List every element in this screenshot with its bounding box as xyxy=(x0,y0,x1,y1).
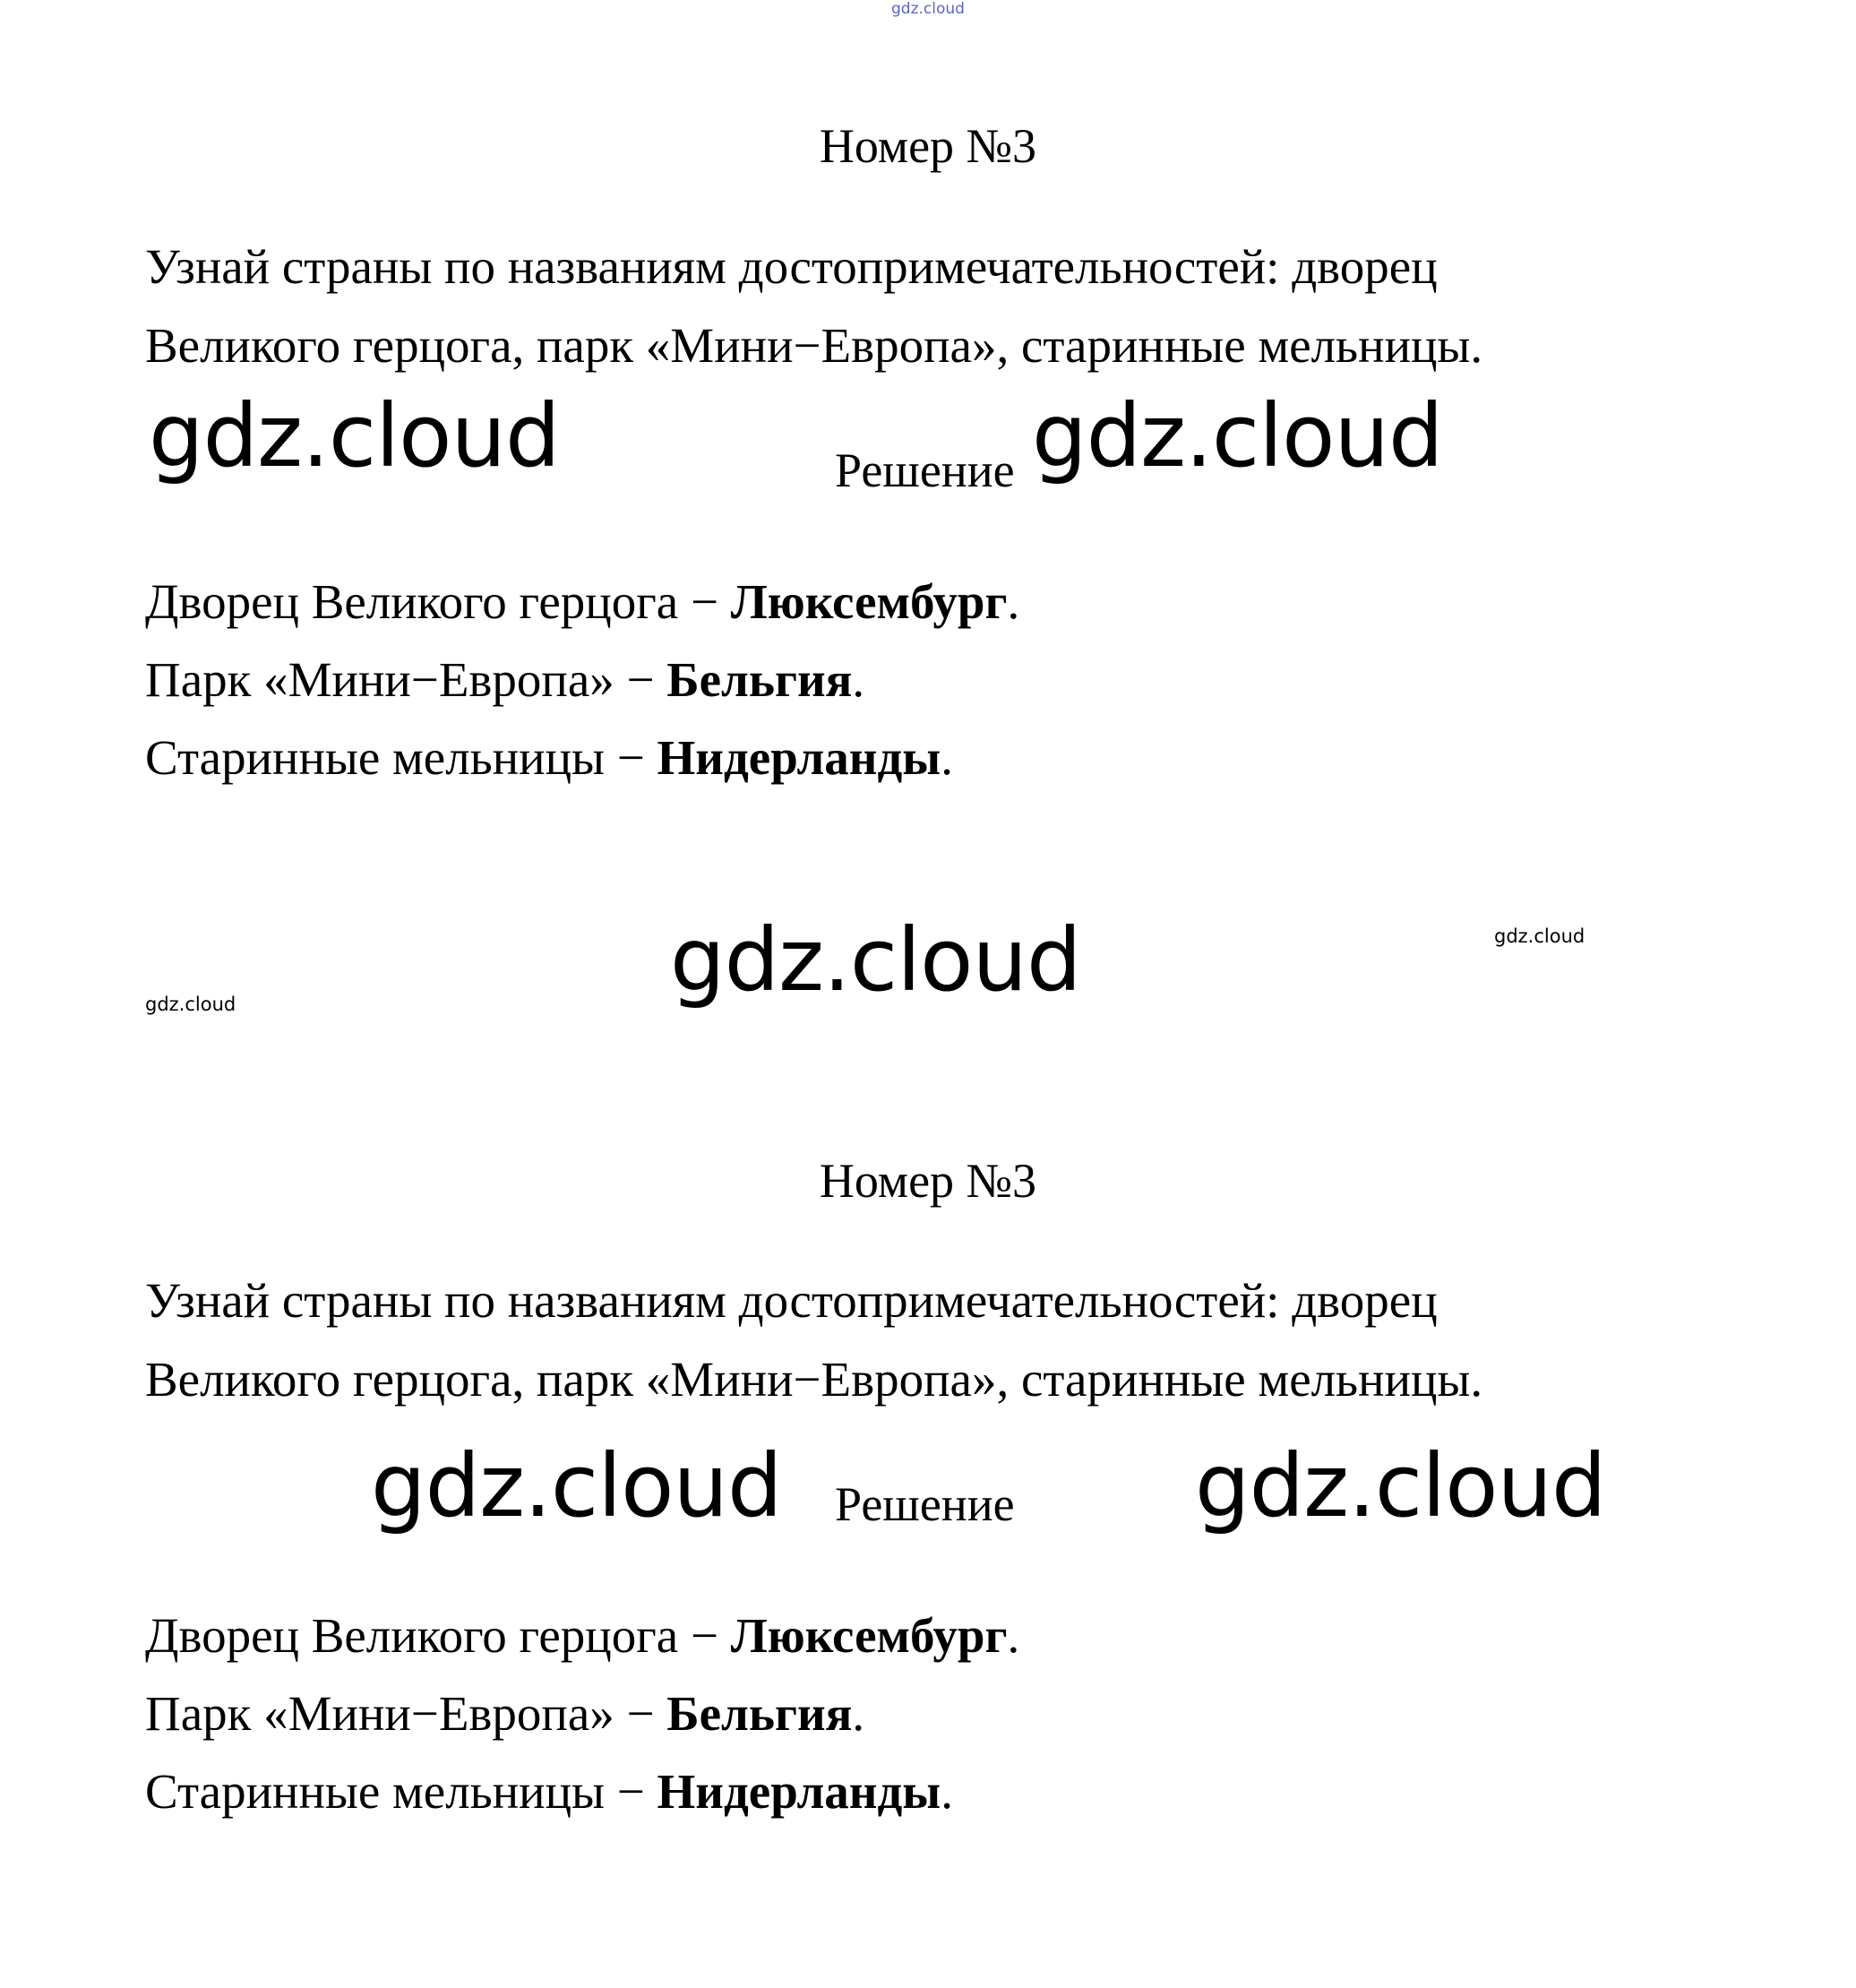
page-title: Номер №3 xyxy=(819,1154,1037,1208)
answer-prefix: Старинные мельницы − xyxy=(145,730,657,785)
question-line: Узнай страны по названиям достопримечательностей: дворец xyxy=(145,239,1438,294)
answer-suffix: . xyxy=(1007,574,1020,629)
watermark: gdz.cloud xyxy=(670,909,1081,1011)
answer-suffix: . xyxy=(941,1764,953,1819)
answer-line xyxy=(145,651,864,708)
answer-line xyxy=(145,729,953,786)
question-text xyxy=(145,1261,1482,1419)
answer-suffix: . xyxy=(852,652,865,707)
watermark: gdz.cloud xyxy=(371,1435,782,1536)
page-title: Номер №3 xyxy=(819,119,1037,173)
answer-country: Люксембург xyxy=(730,574,1008,629)
watermark: gdz.cloud xyxy=(1032,385,1443,486)
answer-line xyxy=(145,573,1019,630)
answer-suffix: . xyxy=(852,1686,865,1741)
answer-country: Бельгия xyxy=(666,652,853,707)
question-text xyxy=(145,228,1482,385)
watermark-top: gdz.cloud xyxy=(891,0,965,18)
answer-prefix: Дворец Великого герцога − xyxy=(145,1608,731,1663)
question-line: Великого герцога, парк «Мини−Европа», старинные мельницы. xyxy=(145,318,1483,373)
watermark: gdz.cloud xyxy=(149,385,560,486)
answer-suffix: . xyxy=(941,730,953,785)
answer-line xyxy=(145,1685,864,1742)
answer-line xyxy=(145,1763,953,1820)
answer-prefix: Парк «Мини−Европа» − xyxy=(145,1686,667,1741)
watermark: gdz.cloud xyxy=(1195,1435,1606,1536)
answer-suffix: . xyxy=(1007,1608,1020,1663)
watermark-small: gdz.cloud xyxy=(1494,925,1585,947)
answer-line xyxy=(145,1607,1019,1664)
answer-country: Люксембург xyxy=(730,1608,1008,1663)
answer-prefix: Парк «Мини−Европа» − xyxy=(145,652,667,707)
answer-prefix: Дворец Великого герцога − xyxy=(145,574,731,629)
question-line: Узнай страны по названиям достопримечательностей: дворец xyxy=(145,1273,1438,1328)
solution-label: Решение xyxy=(835,443,1015,497)
answer-country: Нидерланды xyxy=(657,1764,941,1819)
answer-country: Бельгия xyxy=(666,1686,853,1741)
watermark-small: gdz.cloud xyxy=(145,994,236,1015)
question-line: Великого герцога, парк «Мини−Европа», старинные мельницы. xyxy=(145,1352,1483,1407)
answer-country: Нидерланды xyxy=(657,730,941,785)
answer-prefix: Старинные мельницы − xyxy=(145,1764,657,1819)
solution-label: Решение xyxy=(835,1477,1015,1531)
